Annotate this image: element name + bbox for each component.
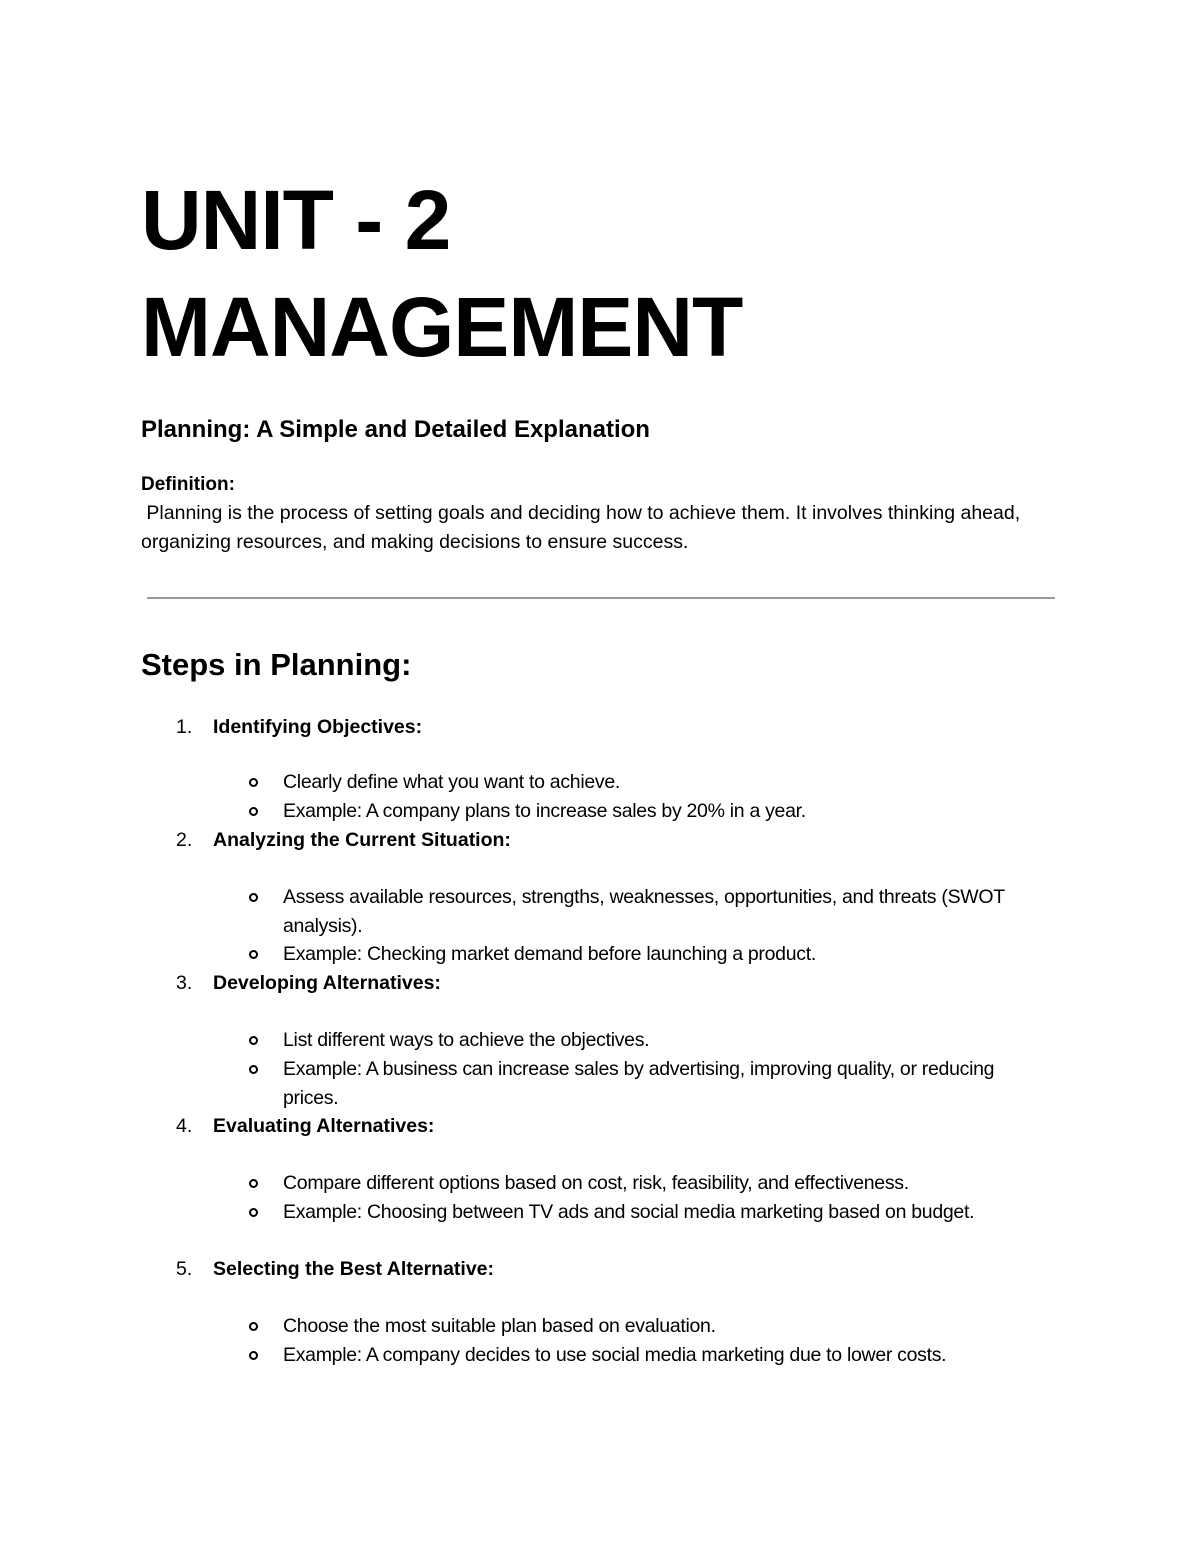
step-number: 3. [176, 972, 193, 994]
step-title: Developing Alternatives: [213, 972, 441, 994]
step-bullet: Clearly define what you want to achieve. [283, 771, 621, 793]
definition-text: Planning is the process of setting goals and deciding how to achieve them. It involves thinking ahead, organizing resources, and making decisions to ensure success. [141, 502, 1026, 553]
step-title: Evaluating Alternatives: [213, 1115, 435, 1137]
step-number: 1. [176, 716, 193, 738]
step-title: Analyzing the Current Situation: [213, 829, 511, 851]
steps-heading: Steps in Planning: [141, 647, 412, 682]
step-bullet: Example: Checking market demand before launching a product. [283, 943, 816, 965]
step-bullet: Example: A company decides to use social media marketing due to lower costs. [283, 1344, 947, 1366]
page-title-line-1: UNIT - 2 [141, 173, 451, 267]
bullet-circle-icon [249, 1065, 258, 1074]
step-number: 5. [176, 1258, 193, 1280]
bullet-circle-icon [249, 778, 258, 787]
step-bullet: Example: Choosing between TV ads and social media marketing based on budget. [283, 1201, 975, 1223]
step-number: 2. [176, 829, 193, 851]
step-title: Identifying Objectives: [213, 716, 423, 738]
step-title: Selecting the Best Alternative: [213, 1258, 495, 1280]
bullet-circle-icon [249, 1322, 258, 1331]
step-bullet: Example: A business can increase sales by advertising, improving quality, or reducing prices. [283, 1058, 995, 1109]
horizontal-rule [147, 597, 1055, 599]
subtitle: Planning: A Simple and Detailed Explanation [141, 416, 650, 443]
step-bullet: List different ways to achieve the objectives. [283, 1029, 650, 1051]
bullet-circle-icon [249, 893, 258, 902]
bullet-circle-icon [249, 1036, 258, 1045]
step-bullet: Example: A company plans to increase sales by 20% in a year. [283, 800, 806, 822]
bullet-circle-icon [249, 1179, 258, 1188]
step-bullet: Choose the most suitable plan based on evaluation. [283, 1315, 716, 1337]
bullet-circle-icon [249, 1208, 258, 1217]
bullet-circle-icon [249, 1351, 258, 1360]
bullet-circle-icon [249, 950, 258, 959]
step-number: 4. [176, 1115, 193, 1137]
step-bullet: Compare different options based on cost, risk, feasibility, and effectiveness. [283, 1172, 909, 1194]
bullet-circle-icon [249, 807, 258, 816]
page-title-line-2: MANAGEMENT [141, 280, 743, 374]
step-bullet: Assess available resources, strengths, weaknesses, opportunities, and threats (SWOT analysis). [283, 886, 1005, 937]
definition-label: Definition: [141, 474, 235, 495]
